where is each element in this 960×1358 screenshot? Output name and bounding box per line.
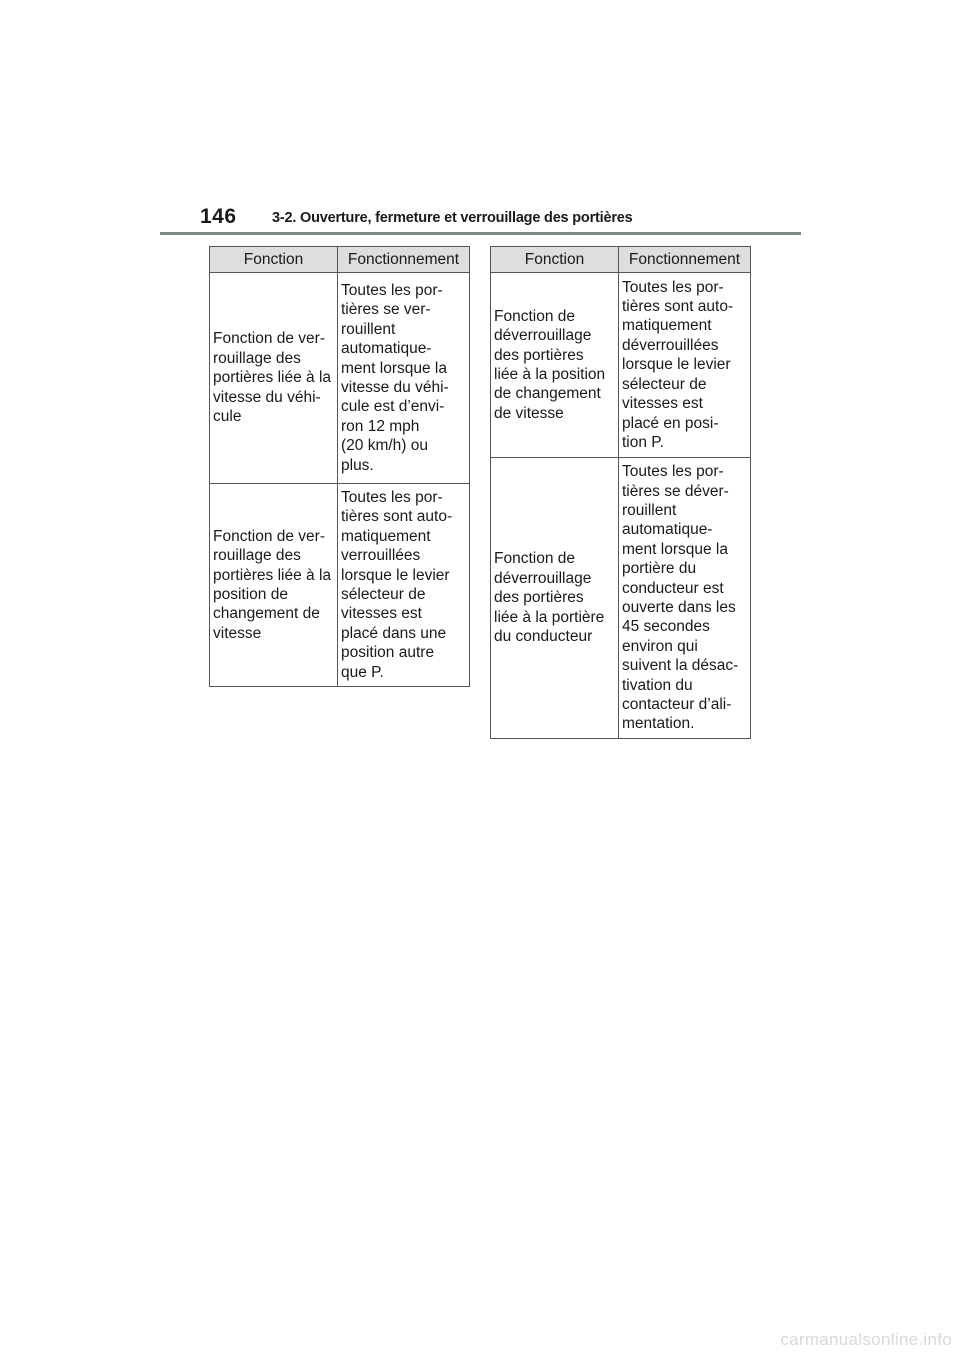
page-header: [160, 203, 801, 235]
operation-cell: [619, 273, 751, 458]
header-rule: [160, 232, 801, 235]
table-row: [210, 273, 470, 484]
table-header-row: [210, 247, 470, 273]
column-header-operation: Fonctionnement: [338, 247, 470, 273]
function-text: Fonction de ver- rouillage des portières liée à la position de changement de vitesse: [213, 527, 332, 642]
operation-cell: [338, 484, 470, 687]
section-title: 3-2. Ouverture, fermeture et verrouillage des portières: [272, 210, 633, 226]
function-cell: [491, 458, 619, 739]
operation-cell: [338, 273, 470, 484]
table-header-row: [491, 247, 751, 273]
operation-text: Toutes les por- tières se ver- rouillent automatique- ment lorsque la vitesse du véhi- cule est d’envi- ron 12 mph (20 km/h) ou plus.: [341, 281, 449, 474]
operation-text: Toutes les por- tières se déver- rouillent automatique- ment lorsque la portière du conducteur est ouverte dans les 45 secondes environ qui suivent la désac- tivation du contacteur d’ali- mentation.: [622, 463, 739, 733]
column-header-function: Fonction: [491, 247, 619, 273]
function-text: Fonction de déverrouillage des portières liée à la portière du conducteur: [494, 550, 605, 646]
function-cell: [210, 273, 338, 484]
operation-text: Toutes les por- tières sont auto- matiquement déverrouillées lorsque le levier sélecteur de vitesses est placé en posi- tion P.: [622, 278, 734, 451]
operation-text: Toutes les por- tières sont auto- matiquement verrouillées lorsque le levier sélecteur de vitesses est placé dans une position autre que P.: [341, 488, 453, 681]
function-text: Fonction de ver- rouillage des portières liée à la vitesse du véhi- cule: [213, 330, 332, 426]
table-row: [491, 458, 751, 739]
function-table-left: [209, 246, 470, 687]
table-row: [210, 484, 470, 687]
column-header-function: Fonction: [210, 247, 338, 273]
column-header-operation: Fonctionnement: [619, 247, 751, 273]
table-row: [491, 273, 751, 458]
function-table-right: [490, 246, 751, 739]
page-number: 146: [200, 205, 237, 228]
operation-cell: [619, 458, 751, 739]
watermark: carmanualsonline.info: [780, 1330, 952, 1349]
function-cell: [491, 273, 619, 458]
function-cell: [210, 484, 338, 687]
function-text: Fonction de déverrouillage des portières liée à la position de changement de vitesse: [494, 307, 606, 422]
